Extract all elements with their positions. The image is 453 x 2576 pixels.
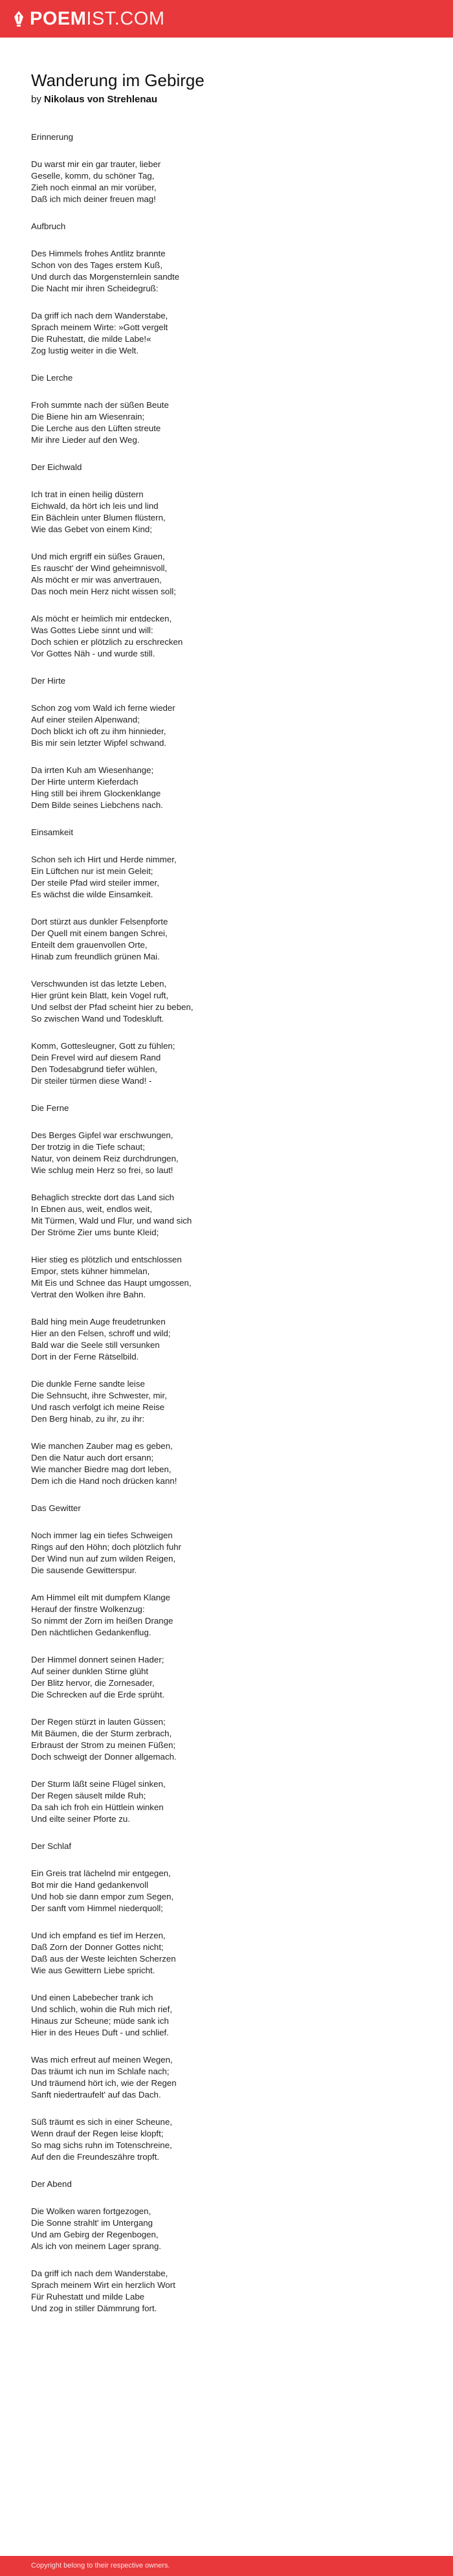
pen-nib-icon [13, 10, 25, 27]
poem-line: Hier in des Heues Duft - und schlief. [31, 2028, 169, 2037]
poem-line: Der Himmel donnert seinen Hader; [31, 1655, 164, 1664]
poem-line: Und durch das Morgensternlein sandte [31, 272, 180, 282]
poem-line: Komm, Gottesleugner, Gott zu fühlen; [31, 1041, 175, 1051]
poem-line: Zog lustig weiter in die Welt. [31, 346, 139, 355]
poem-line: Und eilte seiner Pforte zu. [31, 1814, 130, 1824]
stanza [31, 916, 426, 963]
poem-line: Ein Greis trat lächelnd mir entgegen, [31, 1868, 171, 1878]
stanza-gap [31, 1425, 426, 1440]
poem-line: Als möcht er heimlich mir entdecken, [31, 614, 172, 623]
stanza [31, 159, 426, 205]
poem-line: Da griff ich nach dem Wanderstabe, [31, 2268, 168, 2278]
stanza [31, 1592, 426, 1639]
stanza [31, 1316, 426, 1363]
poem-line: Hinaus zur Scheune; müde sank ich [31, 2016, 169, 2026]
poem-line: Sanft niedertraufelt' auf das Dach. [31, 2090, 161, 2100]
stanza [31, 854, 426, 901]
poem-line: Und ich empfand es tief im Herzen, [31, 1931, 166, 1940]
poem-line: Die Wolken waren fortgezogen, [31, 2206, 151, 2216]
poem-line: Daß ich mich deiner freuen mag! [31, 194, 156, 204]
stanza-gap [31, 1025, 426, 1040]
poem-line: Wenn drauf der Regen leise klopft; [31, 2129, 164, 2138]
poem-line: Ich trat in einen heilig düstern [31, 489, 144, 499]
poem-line: Die sausende Gewitterspur. [31, 1565, 137, 1575]
poem-line: In Ebnen aus, weit, endlos weit, [31, 1204, 153, 1214]
poem-line: Bot mir die Hand gedankenvoll [31, 1880, 149, 1890]
poem-line: So zwischen Wand und Todeskluft. [31, 1014, 164, 1024]
stanza-gap [31, 1701, 426, 1716]
section-heading: Die Lerche [31, 373, 73, 383]
author-link[interactable]: Nikolaus von Strehlenau [44, 94, 158, 105]
stanza-gap [31, 1977, 426, 1992]
section-heading: Der Schlaf [31, 1841, 72, 1851]
poem-line: Wie manchen Zauber mag es geben, [31, 1441, 173, 1451]
stanza [31, 248, 426, 295]
stanza-gap [31, 2039, 426, 2054]
poem-line: Dein Frevel wird auf diesem Rand [31, 1053, 161, 1062]
stanza [31, 2268, 426, 2314]
section-heading: Der Abend [31, 2179, 72, 2189]
stanza-gap [31, 2101, 426, 2116]
poem-line: Wie aus Gewittern Liebe spricht. [31, 1966, 155, 1975]
stanza-gap [31, 1176, 426, 1192]
poem-line: Hinab zum freundlich grünen Mai. [31, 952, 160, 961]
poem-line: Hing still bei ihrem Glockenklange [31, 789, 161, 798]
poem-line: Es wächst die wilde Einsamkeit. [31, 890, 153, 899]
stanza [31, 1040, 426, 1087]
top-bar [0, 0, 453, 38]
poem-line: Des Berges Gipfel war erschwungen, [31, 1130, 173, 1140]
poem-line: Mir ihre Lieder auf den Weg. [31, 435, 140, 445]
stanza [31, 489, 426, 535]
stanza-gap [31, 535, 426, 551]
stanza-gap [31, 598, 426, 613]
stanza-gap [31, 1852, 426, 1868]
stanza [31, 1254, 426, 1301]
poem-line: Verschwunden ist das letzte Leben, [31, 979, 167, 989]
poem-line: Da irrten Kuh am Wiesenhange; [31, 765, 154, 775]
poem-line: Der trotzig in die Tiefe schaut; [31, 1142, 145, 1152]
stanza [31, 1378, 426, 1425]
poem-line: Auf den die Freundeszähre tropft. [31, 2152, 160, 2162]
section-gap [31, 357, 426, 372]
poem-line: Bald war die Seele still versunken [31, 1340, 160, 1350]
poem-line: Da griff ich nach dem Wanderstabe, [31, 311, 168, 320]
section-gap [31, 1087, 426, 1103]
section-gap [31, 205, 426, 221]
poem-line: Als möcht er mir was anvertrauen, [31, 575, 162, 585]
poem-line: Die Nacht mir ihren Scheidegruß: [31, 284, 159, 293]
poem-line: Schon zog vom Wald ich ferne wieder [31, 703, 175, 713]
poem-line: Vertrat den Wolken ihre Bahn. [31, 1290, 146, 1299]
stanza [31, 2054, 426, 2101]
stanza [31, 2206, 426, 2252]
section-gap [31, 660, 426, 675]
section-gap [31, 2163, 426, 2178]
poem-line: Der Sturm läßt seine Flügel sinken, [31, 1779, 166, 1789]
poem-line: Und selbst der Pfad scheint hier zu beben, [31, 1002, 193, 1012]
poem-line: Der Regen stürzt in lauten Güssen; [31, 1717, 166, 1727]
poem-line: Der Blitz hervor, die Zornesader, [31, 1678, 155, 1688]
footer [0, 2556, 453, 2576]
poem-line: Froh summte nach der süßen Beute [31, 400, 169, 410]
stanza [31, 551, 426, 598]
section-heading: Der Hirte [31, 676, 66, 686]
poem-line: Mit Eis und Schnee das Haupt umgossen, [31, 1278, 192, 1288]
poem-line: Und träumend hört ich, wie der Regen [31, 2078, 177, 2088]
poem-line: Ein Bächlein unter Blumen flüstern, [31, 513, 166, 522]
poem-line: Wie schlug mein Herz so frei, so laut! [31, 1165, 173, 1175]
section-heading: Das Gewitter [31, 1503, 81, 1513]
stanza [31, 978, 426, 1025]
poem-line: Dir steiler türmen diese Wand! - [31, 1076, 152, 1086]
poem-line: Der Hirte unterm Kieferdach [31, 777, 138, 787]
stanza [31, 702, 426, 749]
poem-line: Dort in der Ferne Rätselbild. [31, 1352, 139, 1361]
stanza-gap [31, 473, 426, 489]
stanza [31, 1130, 426, 1176]
stanza-gap [31, 295, 426, 310]
stanza-gap [31, 232, 426, 248]
logo-text: POEMIST.COM [30, 8, 165, 29]
site-logo[interactable] [13, 8, 165, 30]
poem-line: Den Berg hinab, zu ihr, zu ihr: [31, 1414, 145, 1424]
poem-byline [31, 93, 426, 106]
poem-line: Die Lerche aus den Lüften streute [31, 423, 161, 433]
stanza-gap [31, 749, 426, 765]
poem-line: Und einen Labebecher trank ich [31, 1993, 153, 2002]
poem-line: Und am Gebirg der Regenbogen, [31, 2230, 159, 2239]
stanza-gap [31, 1576, 426, 1592]
poem-line: Erbraust der Strom zu meinen Füßen; [31, 1740, 176, 1750]
poem-line: Der Wind nun auf zum wilden Reigen, [31, 1554, 176, 1563]
poem-line: Wie mancher Biedre mag dort leben, [31, 1464, 171, 1474]
poem-line: Herauf der finstre Wolkenzug: [31, 1604, 145, 1614]
stanza-gap [31, 687, 426, 702]
poem-line: Hier an den Felsen, schroff und wild; [31, 1328, 171, 1338]
poem-line: Mit Bäumen, die der Sturm zerbrach, [31, 1729, 172, 1738]
stanza [31, 1992, 426, 2039]
poem-line: Schon von des Tages erstem Kuß, [31, 260, 163, 270]
stanza [31, 765, 426, 811]
stanza [31, 1192, 426, 1238]
poem-line: Der Regen säuselt milde Ruh; [31, 1791, 146, 1800]
stanza-gap [31, 2190, 426, 2206]
stanza [31, 2116, 426, 2163]
stanza [31, 310, 426, 357]
section-gap [31, 811, 426, 827]
poem-line: So mag sichs ruhn im Totenschreine, [31, 2140, 172, 2150]
poem-line: Hier grünt kein Blatt, kein Vogel ruft, [31, 991, 169, 1000]
poem-line: Für Ruhestatt und milde Labe [31, 2292, 145, 2302]
stanza-gap [31, 1914, 426, 1930]
poem-line: Die Schrecken auf die Erde sprüht. [31, 1690, 165, 1699]
stanza-gap [31, 1363, 426, 1378]
stanza-gap [31, 384, 426, 399]
poem-line: Die Biene hin am Wiesenrain; [31, 412, 145, 421]
poem-line: Das träumt ich nun im Schlafe nach; [31, 2066, 170, 2076]
stanza-gap [31, 1514, 426, 1530]
poem-line: Der sanft vom Himmel niederquoll; [31, 1903, 163, 1913]
poem-line: Doch schien er plötzlich zu erschrecken [31, 637, 183, 647]
stanza-gap [31, 143, 426, 159]
poem-line: Auf einer steilen Alpenwand; [31, 715, 140, 724]
poem-line: Zieh noch einmal an mir vorüber, [31, 183, 157, 192]
poem-line: Der Ströme Zier ums bunte Kleid; [31, 1227, 159, 1237]
stanza-gap [31, 838, 426, 854]
poem-line: Natur, von deinem Reiz durchdrungen, [31, 1154, 179, 1163]
poem-line: Den die Natur auch dort ersann; [31, 1453, 154, 1462]
stanza-gap [31, 901, 426, 916]
poem-line: Den nächtlichen Gedankenflug. [31, 1628, 151, 1637]
poem-line: Als ich von meinem Lager sprang. [31, 2241, 162, 2251]
section-gap [31, 1825, 426, 1841]
poem-line: Behaglich streckte dort das Land sich [31, 1193, 175, 1202]
copyright-text: Copyright belong to their respective owners. [31, 2562, 170, 2570]
poem-line: Sprach meinem Wirte: »Gott vergelt [31, 322, 168, 332]
poem-line: Doch schweigt der Donner allgemach. [31, 1752, 177, 1762]
section-heading: Erinnerung [31, 132, 74, 142]
poem-line: Dort stürzt aus dunkler Felsenpforte [31, 917, 168, 926]
section-heading: Der Eichwald [31, 462, 82, 472]
stanza-gap [31, 1639, 426, 1654]
stanza-gap [31, 1114, 426, 1130]
poem-line: Eichwald, da hört ich leis und lind [31, 501, 159, 511]
poem-line: Des Himmels frohes Antlitz brannte [31, 249, 166, 258]
poem-body [31, 131, 426, 2314]
stanza [31, 613, 426, 660]
poem-line: Den Todesabgrund tiefer wühlen, [31, 1064, 157, 1074]
poem-line: Bald hing mein Auge freudetrunken [31, 1317, 166, 1327]
stanza [31, 1778, 426, 1825]
poem-line: So nimmt der Zorn im heißen Drange [31, 1616, 173, 1626]
poem-title: Wanderung im Gebirge [31, 71, 204, 90]
stanza-gap [31, 963, 426, 978]
poem-line: Und zog in stiller Dämmrung fort. [31, 2303, 157, 2313]
poem-line: Dem Bilde seines Liebchens nach. [31, 800, 164, 810]
poem-line: Es rauscht' der Wind geheimnisvoll, [31, 563, 168, 573]
poem-line: Der Quell mit einem bangen Schrei, [31, 928, 168, 938]
stanza [31, 1930, 426, 1977]
poem-line: Enteilt dem grauenvollen Orte, [31, 940, 148, 950]
poem-content [31, 70, 426, 2314]
poem-line: Das noch mein Herz nicht wissen soll; [31, 587, 176, 596]
poem-line: Daß aus der Weste leichten Scherzen [31, 1954, 176, 1964]
poem-line: Was Gottes Liebe sinnt und will: [31, 625, 153, 635]
poem-line: Rings auf den Höhn; doch plötzlich fuhr [31, 1542, 182, 1552]
poem-line: Und rasch verfolgt ich meine Reise [31, 1402, 165, 1412]
section-heading: Die Ferne [31, 1103, 69, 1113]
poem-line: Wie das Gebet von einem Kind; [31, 524, 152, 534]
poem-line: Die Ruhestatt, die milde Labe!« [31, 334, 151, 344]
poem-line: Ein Lüftchen nur ist mein Geleit; [31, 866, 153, 876]
section-gap [31, 446, 426, 462]
poem-line: Die Sehnsucht, ihre Schwester, mir, [31, 1391, 167, 1400]
poem-line: Die dunkle Ferne sandte leise [31, 1379, 145, 1389]
poem-line: Süß träumt es sich in einer Scheune, [31, 2117, 173, 2127]
poem-line: Daß Zorn der Donner Gottes nicht; [31, 1942, 164, 1952]
poem-line: Bis mir sein letzter Wipfel schwand. [31, 738, 167, 748]
poem-line: Und hob sie dann empor zum Segen, [31, 1892, 174, 1901]
stanza [31, 1868, 426, 1914]
stanza [31, 1440, 426, 1487]
poem-line: Noch immer lag ein tiefes Schweigen [31, 1530, 173, 1540]
poem-line: Geselle, komm, du schöner Tag, [31, 171, 155, 181]
poem-line: Empor, stets kühner himmelan, [31, 1266, 150, 1276]
stanza [31, 1530, 426, 1576]
poem-line: Du warst mir ein gar trauter, lieber [31, 159, 161, 169]
poem-line: Hier stieg es plötzlich und entschlossen [31, 1255, 182, 1264]
poem-line: Da sah ich froh ein Hüttlein winken [31, 1802, 164, 1812]
poem-line: Sprach meinem Wirt ein herzlich Wort [31, 2280, 175, 2290]
section-gap [31, 1487, 426, 1503]
poem-line: Am Himmel eilt mit dumpfem Klange [31, 1593, 171, 1602]
stanza [31, 1716, 426, 1763]
poem-line: Und schlich, wohin die Ruh mich rief, [31, 2004, 173, 2014]
poem-line: Und mich ergriff ein süßes Grauen, [31, 552, 165, 561]
poem-line: Vor Gottes Näh - und wurde still. [31, 649, 155, 658]
poem-line: Der steile Pfad wird steiler immer, [31, 878, 160, 888]
poem-line: Die Sonne strahlt' im Untergang [31, 2218, 153, 2228]
stanza-gap [31, 2252, 426, 2268]
poem-line: Was mich erfreut auf meinen Wegen, [31, 2055, 173, 2065]
stanza-gap [31, 1763, 426, 1778]
poem-line: Auf seiner dunklen Stirne glüht [31, 1666, 149, 1676]
stanza [31, 1654, 426, 1701]
poem-line: Dem ich die Hand noch drücken kann! [31, 1476, 177, 1486]
stanza [31, 399, 426, 446]
byline-prefix: by [31, 94, 41, 105]
poem-line: Mit Türmen, Wald und Flur, und wand sich [31, 1216, 192, 1226]
section-heading: Aufbruch [31, 221, 66, 231]
poem-line: Schon seh ich Hirt und Herde nimmer, [31, 855, 177, 864]
section-heading: Einsamkeit [31, 827, 74, 837]
poem-line: Doch blickt ich oft zu ihm hinnieder, [31, 726, 166, 736]
stanza-gap [31, 1301, 426, 1316]
stanza-gap [31, 1238, 426, 1254]
